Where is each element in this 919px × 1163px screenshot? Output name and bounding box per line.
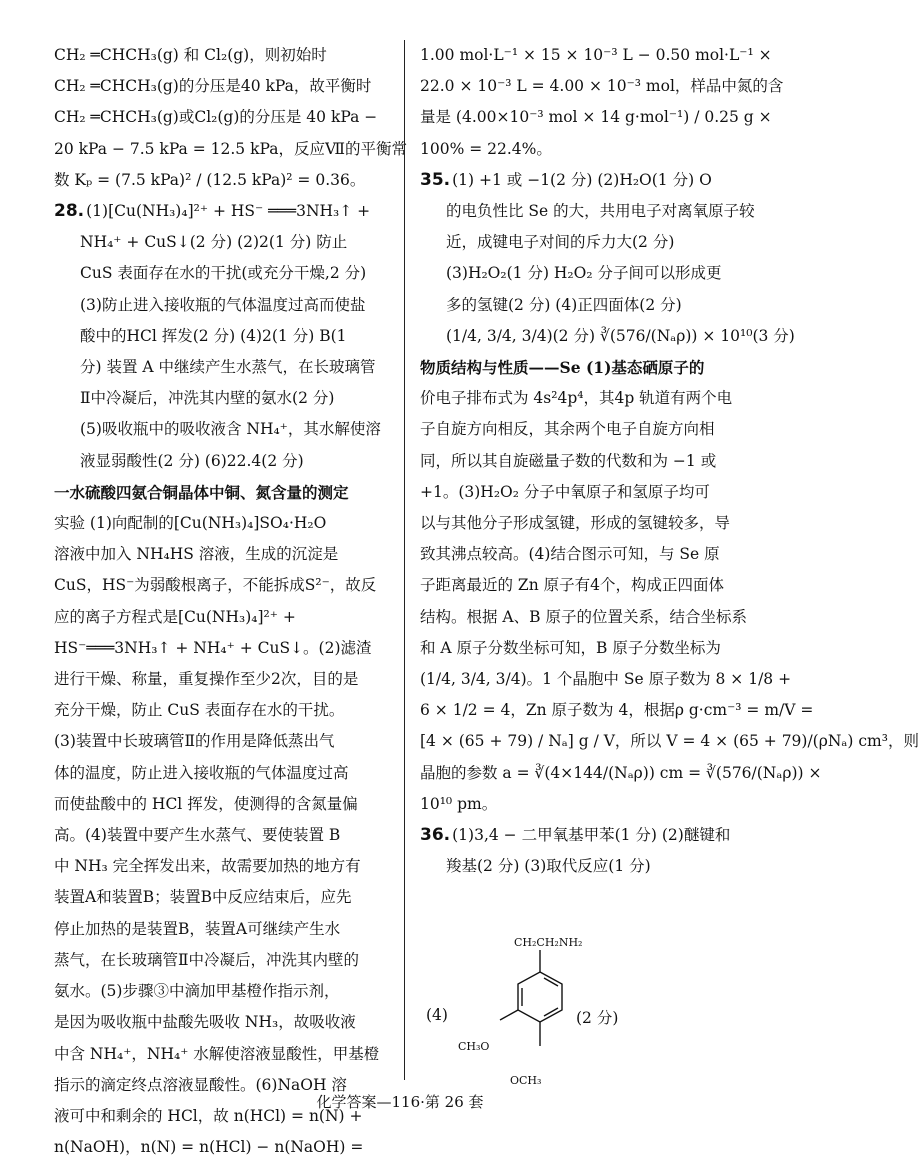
line-text: CH₂ ═CHCH₃(g)的分压是40 kPa，故平衡时 [54, 77, 372, 96]
line-text: 装置A和装置B；装置B中反应结束后，应先 [54, 888, 352, 907]
text-line [420, 539, 730, 570]
text-line [420, 726, 919, 757]
text-line [54, 695, 394, 726]
text-line [54, 40, 394, 71]
text-line [420, 789, 730, 820]
text-line [54, 227, 394, 258]
line-text: 致其沸点较高。(4)结合图示可知，与 Se 原 [420, 545, 720, 564]
line-text: (1)[Cu(NH₃)₄]²⁺ + HS⁻ ═══3NH₃↑ + [86, 202, 371, 221]
text-line [54, 976, 394, 1007]
text-line [54, 633, 394, 664]
question-number: 28. [54, 201, 85, 222]
line-text: 体的温度，防止进入接收瓶的气体温度过高 [54, 763, 349, 782]
text-line [54, 165, 394, 196]
text-line [54, 71, 394, 102]
line-text: 近，成键电子对间的斥力大(2 分) [446, 233, 675, 252]
line-text: 结构。根据 A、B 原子的位置关系，结合坐标系 [420, 607, 747, 626]
line-text: 和 A 原子分数坐标可知，B 原子分数坐标为 [420, 638, 721, 657]
line-text: CH₂ ═CHCH₃(g)或Cl₂(g)的分压是 40 kPa − [54, 108, 378, 127]
line-text: 同，所以其自旋磁量子数的代数和为 −1 或 [420, 451, 717, 470]
text-line [54, 134, 407, 165]
line-text: 应的离子方程式是[Cu(NH₃)₄]²⁺ + [54, 607, 296, 626]
line-text: 进行干燥、称量，重复操作至少2次，目的是 [54, 670, 359, 689]
line-text: 中含 NH₄⁺，NH₄⁺ 水解使溶液显酸性，甲基橙 [54, 1044, 380, 1063]
side-chain-label: CH₂CH₂NH₂ [514, 936, 583, 949]
text-line [420, 102, 772, 133]
text-line [420, 633, 730, 664]
line-text: 实验 (1)向配制的[Cu(NH₃)₄]SO₄·H₂O [54, 514, 327, 533]
line-text: 晶胞的参数 a = ∛(4×144/(Nₐρ)) cm = ∛(576/(Nₐρ)) × [420, 763, 822, 782]
text-line [54, 258, 394, 289]
line-text: [4 × (65 + 79) / Nₐ] g / V，所以 V = 4 × (65 + 79)/(ρNₐ) cm³，则 [420, 732, 919, 751]
methoxy-left-bond [500, 1010, 518, 1020]
line-text: 而使盐酸中的 HCl 挥发，使测得的含氮量偏 [54, 794, 358, 813]
text-line [420, 258, 730, 289]
text-line [420, 820, 730, 851]
text-line [420, 477, 730, 508]
text-line [54, 945, 394, 976]
text-line [54, 539, 394, 570]
line-text: (3)防止进入接收瓶的气体温度过高而使盐 [80, 295, 366, 314]
line-text: 以与其他分子形成氢键，形成的氢键较多，导 [420, 514, 731, 533]
column-divider [404, 40, 405, 1080]
line-text: +1。(3)H₂O₂ 分子中氧原子和氢原子均可 [420, 482, 710, 501]
line-text: 10¹⁰ pm。 [420, 794, 498, 813]
line-text: 溶液中加入 NH₄HS 溶液，生成的沉淀是 [54, 545, 339, 564]
text-line [420, 602, 747, 633]
text-line [420, 227, 730, 258]
text-line [420, 446, 730, 477]
text-line [54, 477, 394, 508]
line-text: (3)H₂O₂(1 分) H₂O₂ 分子间可以形成更 [446, 264, 722, 283]
text-line [420, 196, 755, 227]
line-text: 量是 (4.00×10⁻³ mol × 14 g·mol⁻¹) / 0.25 g × [420, 108, 772, 127]
methoxy-bottom-label: OCH₃ [510, 1074, 542, 1087]
text-line [54, 508, 394, 539]
text-line [420, 134, 730, 165]
question-number: 36. [420, 825, 451, 846]
text-line [54, 383, 394, 414]
line-text: (3)装置中长玻璃管Ⅱ的作用是降低蒸出气 [54, 732, 335, 751]
text-line [420, 290, 730, 321]
line-text: (1) +1 或 −1(2 分) (2)H₂O(1 分) O [452, 170, 712, 189]
line-text: 指示的滴定终点溶液显酸性。(6)NaOH 溶 [54, 1075, 347, 1094]
methoxy-left-label: CH₃O [458, 1040, 490, 1053]
line-text: 价电子排布式为 4s²4p⁴，其4p 轨道有两个电 [420, 389, 733, 408]
line-text: 100% = 22.4%。 [420, 139, 552, 158]
line-text: 一水硫酸四氨合铜晶体中铜、氮含量的测定 [54, 482, 349, 502]
right-column [420, 40, 919, 882]
line-text: 停止加热的是装置B，装置A可继续产生水 [54, 919, 341, 938]
line-text: 羧基(2 分) (3)取代反应(1 分) [446, 857, 651, 876]
line-text: n(NaOH)，n(N) = n(HCl) − n(NaOH) = [54, 1138, 364, 1157]
line-text: 1.00 mol·L⁻¹ × 15 × 10⁻³ L − 0.50 mol·L⁻¹ × [420, 46, 772, 64]
line-text: 充分干燥，防止 CuS 表面存在水的干扰。 [54, 701, 345, 720]
text-line [420, 570, 730, 601]
line-text: 分) 装置 A 中继续产生水蒸气，在长玻璃管 [80, 358, 376, 377]
text-line [420, 851, 730, 882]
text-line [54, 882, 394, 913]
line-text: (1/4, 3/4, 3/4)(2 分) ∛(576/(Nₐρ)) × 10¹⁰(3 分) [446, 326, 795, 345]
benzene-ring [500, 950, 562, 1046]
line-text: 高。(4)装置中要产生水蒸气、要使装置 B [54, 826, 341, 845]
text-line [420, 695, 814, 726]
line-text: NH₄⁺ + CuS↓(2 分) (2)2(1 分) 防止 [80, 233, 348, 252]
line-text: (1/4, 3/4, 3/4)。1 个晶胞中 Se 原子数为 8 × 1/8 + [420, 670, 792, 689]
text-line [54, 1132, 394, 1163]
line-text: CuS 表面存在水的干扰(或充分干燥,2 分) [80, 264, 367, 283]
text-line [54, 789, 394, 820]
line-text: 液显弱酸性(2 分) (6)22.4(2 分) [80, 451, 304, 470]
line-text: CH₂ ═CHCH₃(g) 和 Cl₂(g)，则初始时 [54, 46, 327, 64]
text-line [420, 664, 792, 695]
line-text: 中 NH₃ 完全挥发出来，故需要加热的地方有 [54, 857, 361, 876]
text-line [420, 165, 730, 196]
line-text: 的电负性比 Se 的大，共用电子对离氧原子较 [446, 202, 755, 221]
line-text: CuS，HS⁻为弱酸根离子，不能拆成S²⁻，故反 [54, 576, 377, 595]
text-line [420, 758, 822, 789]
page-footer: 化学答案—116·第 26 套 [316, 1093, 484, 1111]
line-text: 6 × 1/2 = 4，Zn 原子数为 4，根据ρ g·cm⁻³ = m/V = [420, 701, 814, 720]
line-text: 多的氢键(2 分) (4)正四面体(2 分) [446, 295, 682, 314]
text-line [54, 1007, 394, 1038]
line-text: 20 kPa − 7.5 kPa = 12.5 kPa，反应Ⅶ的平衡常 [54, 139, 407, 158]
text-line [420, 321, 795, 352]
line-text: 氨水。(5)步骤③中滴加甲基橙作指示剂， [54, 982, 340, 1001]
line-text: 子自旋方向相反，其余两个电子自旋方向相 [420, 420, 715, 439]
text-line [54, 914, 394, 945]
text-line [54, 570, 394, 601]
text-line [54, 290, 394, 321]
line-text: 酸中的HCl 挥发(2 分) (4)2(1 分) B(1 [80, 326, 347, 345]
text-line [54, 321, 394, 352]
text-line [54, 352, 394, 383]
text-line [54, 196, 394, 227]
question-number: 35. [420, 169, 451, 190]
text-line [54, 414, 394, 445]
line-text: 蒸气，在长玻璃管Ⅱ中冷凝后，冲洗其内壁的 [54, 950, 360, 969]
structure-question-label: (4) [426, 1006, 448, 1024]
line-text: (1)3,4 − 二甲氧基甲苯(1 分) (2)醚键和 [452, 826, 731, 845]
text-line [420, 414, 730, 445]
line-text: 子距离最近的 Zn 原子有4个，构成正四面体 [420, 576, 724, 595]
text-line [420, 71, 784, 102]
text-line [54, 820, 394, 851]
text-line [54, 664, 394, 695]
text-line [420, 40, 772, 71]
line-text: 22.0 × 10⁻³ L = 4.00 × 10⁻³ mol，样品中氮的含 [420, 77, 784, 96]
line-text: 数 Kₚ = (7.5 kPa)² / (12.5 kPa)² = 0.36。 [54, 170, 366, 189]
text-line [54, 102, 394, 133]
text-line [54, 758, 394, 789]
structure-score: (2 分) [576, 1009, 619, 1027]
text-line [54, 446, 394, 477]
text-line [54, 1039, 394, 1070]
text-line [420, 383, 733, 414]
text-line [54, 602, 394, 633]
line-text: 物质结构与性质——Se (1)基态硒原子的 [420, 358, 705, 378]
line-text: Ⅱ中冷凝后，冲洗其内壁的氨水(2 分) [80, 389, 335, 408]
text-line [54, 851, 394, 882]
text-line [54, 726, 394, 757]
line-text: HS⁻═══3NH₃↑ + NH₄⁺ + CuS↓。(2)滤渣 [54, 638, 372, 657]
line-text: 液可中和剩余的 HCl，故 n(HCl) = n(N) + [54, 1106, 363, 1125]
text-line [420, 352, 730, 383]
line-text: 是因为吸收瓶中盐酸先吸收 NH₃，故吸收液 [54, 1013, 356, 1032]
text-line [420, 508, 730, 539]
line-text: (5)吸收瓶中的吸收液含 NH₄⁺，其水解使溶 [80, 420, 381, 439]
